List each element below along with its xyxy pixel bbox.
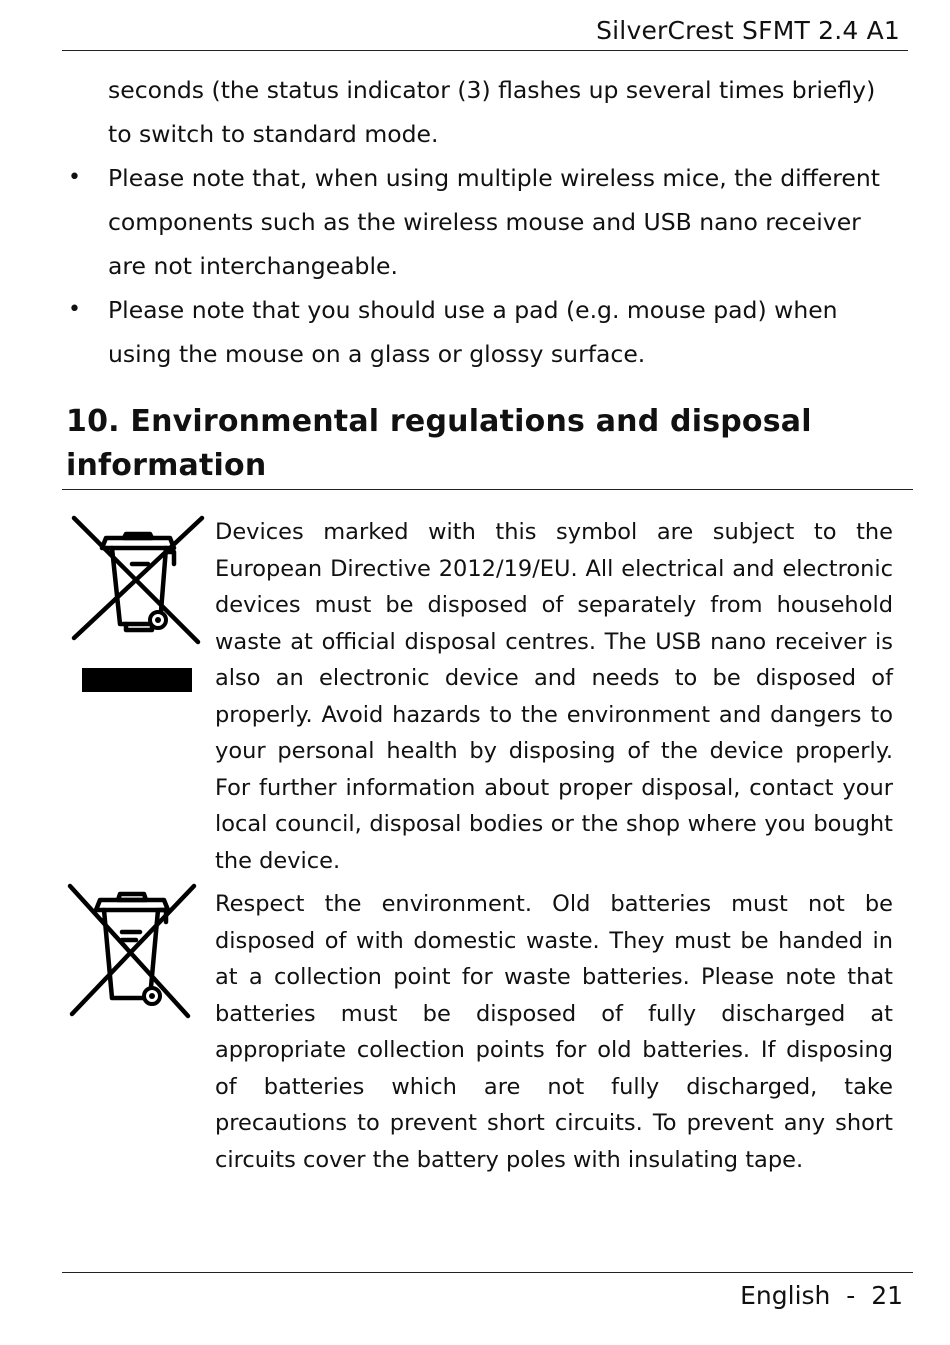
bullet-text: Please note that, when using multiple wireless mice, the different components such as the wireless mouse and USB nano receiver are not interchangeable. — [108, 164, 881, 280]
list-item — [62, 288, 898, 376]
bullet-text: Please note that you should use a pad (e.g. mouse pad) when using the mouse on a glass or glossy surface. — [108, 296, 838, 368]
bullet-list — [62, 156, 898, 376]
section-heading: 10. Environmental regulations and disposal information — [66, 404, 812, 483]
bullet-marker: • — [68, 297, 81, 322]
page-footer — [62, 1272, 913, 1310]
continuation-text: seconds (the status indicator (3) flashes up several times briefly) to switch to standard mode. — [108, 76, 876, 148]
page-header — [62, 10, 908, 51]
section-divider — [62, 489, 913, 490]
crossed-out-battery-bin-icon — [66, 882, 198, 1022]
header-title: SilverCrest SFMT 2.4 A1 — [596, 16, 900, 45]
footer-page-number: English - 21 — [740, 1281, 903, 1310]
bullet-marker: • — [68, 165, 81, 190]
battery-disposal-paragraph: Respect the environment. Old batteries must not be disposed of with domestic waste. They must be handed in at a collection point for waste batteries. Please note that batteries must be disposed of fully discharged at appropriate collection points for old batteries. If disposing of batteries which are not fully discharged, take precautions to prevent short circuits. To prevent any short circuits cover the battery poles with insulating tape. — [215, 891, 893, 1173]
list-item — [62, 156, 898, 288]
crossed-out-wheelie-bin-icon — [68, 514, 208, 696]
weee-disposal-paragraph: Devices marked with this symbol are subject to the European Directive 2012/19/EU. All electrical and electronic devices must be disposed of separately from household waste at official disposal centres. The USB nano receiver is also an electronic device and needs to be disposed of properly. Avoid hazards to the environment and dangers to your personal health by disposing of the device properly. For further information about proper disposal, contact your local council, disposal bodies or the shop where you bought the device. — [215, 519, 893, 874]
